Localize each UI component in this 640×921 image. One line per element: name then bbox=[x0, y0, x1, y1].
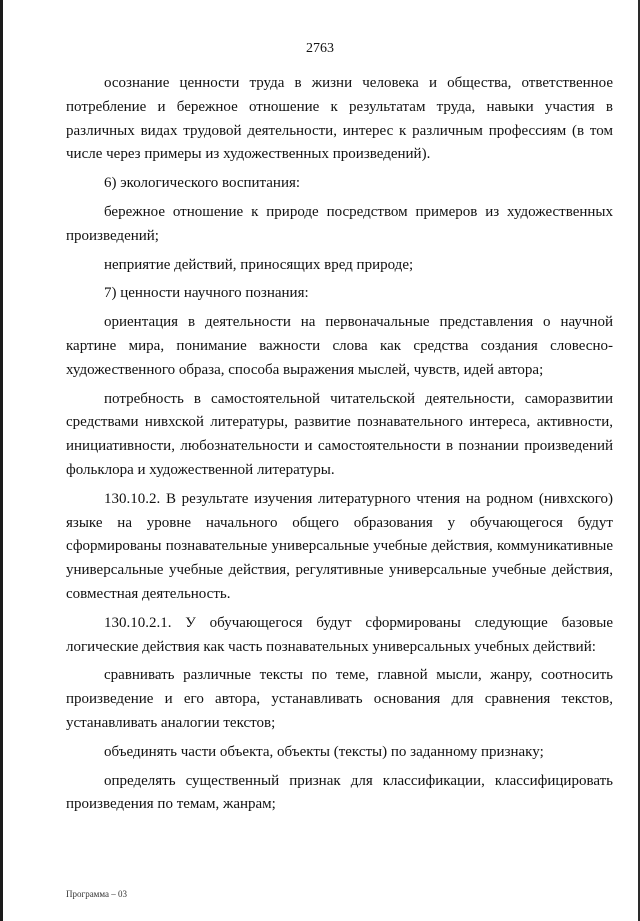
footer-label: Программа – 03 bbox=[66, 889, 128, 899]
paragraph: бережное отношение к природе посредством примеров из художественных произведений; bbox=[66, 203, 613, 244]
scan-edge-left bbox=[0, 0, 3, 921]
paragraph: осознание ценности труда в жизни человека и общества, ответственное потребление и бережное отношение к результатам труда, навыки участия в различных видах трудовой деятельности, интерес к различным профессиям (в том числе через примеры из художественных произведений). bbox=[66, 75, 613, 163]
page-number: 2763 bbox=[306, 41, 334, 56]
paragraph: потребность в самостоятельной читательской деятельности, саморазвитии средствами нивхской литературы, развитие познавательного интереса, активности, инициативности, любознательности и самостоятельности в познании произведений фольклора и художественной литературы. bbox=[66, 390, 613, 478]
paragraph: сравнивать различные тексты по теме, главной мысли, жанру, соотносить произведение и его автора, устанавливать основания для сравнения текстов, устанавливать аналогии текстов; bbox=[66, 667, 613, 731]
paragraph: 7) ценности научного познания: bbox=[104, 285, 309, 302]
paragraph: 6) экологического воспитания: bbox=[104, 175, 301, 192]
document-body bbox=[66, 72, 613, 822]
paragraph: определять существенный признак для классификации, классифицировать произведения по темам, жанрам; bbox=[66, 772, 613, 813]
paragraph: 130.10.2. В результате изучения литературного чтения на родном (нивхского) языке на уровне начального общего образования у обучающегося будут сформированы познавательные универсальные учебные действия, коммуникативные универсальные учебные действия, регулятивные универсальные учебные действия, совместная деятельность. bbox=[66, 490, 613, 602]
paragraph: неприятие действий, приносящих вред природе; bbox=[104, 256, 414, 273]
paragraph: объединять части объекта, объекты (тексты) по заданному признаку; bbox=[104, 743, 544, 760]
paragraph: ориентация в деятельности на первоначальные представления о научной картине мира, понимание важности слова как средства создания словесно-художественного образа, способа выражения мыслей, чувств, идей автора; bbox=[66, 314, 613, 378]
paragraph: 130.10.2.1. У обучающегося будут сформированы следующие базовые логические действия как часть познавательных универсальных учебных действий: bbox=[66, 614, 613, 655]
